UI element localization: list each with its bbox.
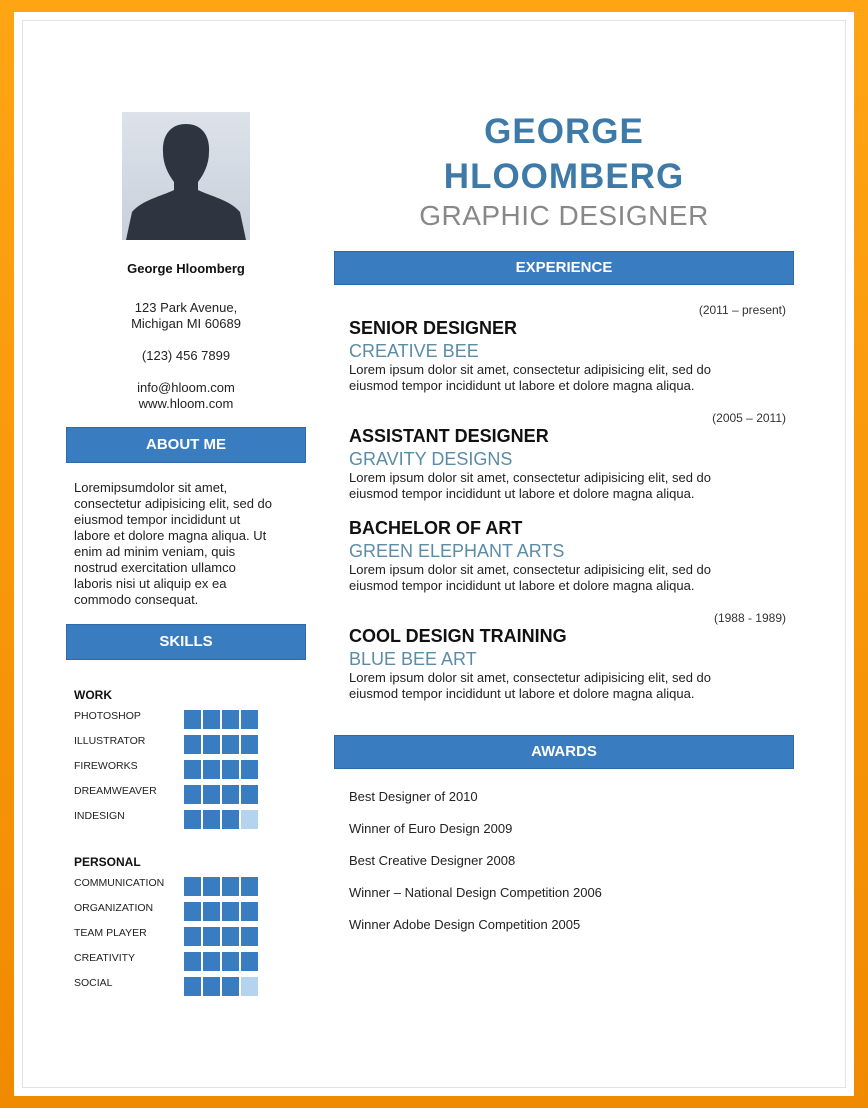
about-line: commodo consequat. [74, 592, 199, 607]
skill-label: PHOTOSHOP [74, 710, 141, 722]
about-line: labore et dolore magna aliqua. Ut [74, 528, 267, 543]
desc-line: Lorem ipsum dolor sit amet, consectetur adipisicing elit, sed do [349, 670, 712, 685]
skill-cell-filled [222, 735, 239, 754]
skill-cell-filled [203, 760, 220, 779]
skill-cell-filled [184, 927, 201, 946]
skills-personal-heading: PERSONAL [74, 855, 141, 869]
skill-meter [184, 902, 260, 922]
about-line: nostrud exercitation ullamco [74, 560, 236, 575]
skill-cell-filled [222, 785, 239, 804]
header-first-name: GEORGE [484, 112, 644, 151]
skill-cell-filled [222, 902, 239, 921]
desc-line: Lorem ipsum dolor sit amet, consectetur adipisicing elit, sed do [349, 562, 712, 577]
experience-title: BACHELOR OF ART [349, 518, 523, 538]
about-line: Loremipsumdolor sit amet, [74, 480, 228, 495]
address-line-2: Michigan MI 60689 [131, 316, 241, 331]
skill-meter [184, 927, 260, 947]
awards-header: AWARDS [334, 735, 794, 769]
award-item: Best Designer of 2010 [349, 789, 478, 804]
skill-label: TEAM PLAYER [74, 927, 147, 939]
desc-line: eiusmod tempor incididunt ut labore et dolore magna aliqua. [349, 486, 695, 501]
skill-label: DREAMWEAVER [74, 785, 157, 797]
experience-company: CREATIVE BEE [349, 341, 479, 361]
header-last-name: HLOOMBERG [443, 157, 685, 196]
experience-period: (2005 – 2011) [712, 411, 786, 425]
award-item: Best Creative Designer 2008 [349, 853, 516, 868]
skill-cell-filled [203, 877, 220, 896]
skill-cell-filled [203, 810, 220, 829]
skill-cell-filled [222, 810, 239, 829]
profile-photo [122, 112, 250, 240]
skill-cell-filled [222, 877, 239, 896]
skill-cell-filled [241, 902, 258, 921]
skill-cell-filled [203, 927, 220, 946]
skill-meter [184, 760, 260, 780]
phone: (123) 456 7899 [141, 348, 231, 363]
skill-cell-filled [184, 810, 201, 829]
website: www.hloom.com [138, 396, 234, 411]
skill-label: SOCIAL [74, 977, 113, 989]
skill-cell-filled [184, 735, 201, 754]
award-item: Winner Adobe Design Competition 2005 [349, 917, 581, 932]
skill-cell-filled [222, 977, 239, 996]
skill-cell-empty [241, 810, 258, 829]
about-line: enim ad minim veniam, quis [74, 544, 236, 559]
skill-meter [184, 810, 260, 830]
about-header: ABOUT ME [66, 427, 306, 463]
skills-work-heading: WORK [74, 688, 112, 702]
skill-label: FIREWORKS [74, 760, 138, 772]
experience-desc [349, 470, 779, 502]
experience-company: BLUE BEE ART [349, 649, 477, 669]
desc-line: Lorem ipsum dolor sit amet, consectetur adipisicing elit, sed do [349, 362, 712, 377]
skill-cell-filled [241, 760, 258, 779]
skill-cell-filled [203, 902, 220, 921]
skill-meter [184, 977, 260, 997]
skill-cell-filled [222, 710, 239, 729]
skill-cell-filled [184, 760, 201, 779]
skill-cell-empty [241, 977, 258, 996]
skill-cell-filled [241, 927, 258, 946]
skill-cell-filled [184, 877, 201, 896]
skill-meter [184, 735, 260, 755]
desc-line: eiusmod tempor incididunt ut labore et dolore magna aliqua. [349, 686, 695, 701]
skill-cell-filled [184, 952, 201, 971]
skills-header: SKILLS [66, 624, 306, 660]
skill-cell-filled [203, 785, 220, 804]
skill-cell-filled [222, 952, 239, 971]
about-line: consectetur adipisicing elit, sed do [74, 496, 273, 511]
about-line: laboris nisi ut aliquip ex ea [74, 576, 227, 591]
experience-desc [349, 670, 779, 702]
experience-desc [349, 562, 779, 594]
skill-cell-filled [203, 710, 220, 729]
person-silhouette-icon [122, 112, 250, 240]
skill-cell-filled [184, 902, 201, 921]
email: info@hloom.com [137, 380, 235, 395]
experience-company: GRAVITY DESIGNS [349, 449, 513, 469]
skill-label: INDESIGN [74, 810, 125, 822]
profile-name: George Hloomberg [127, 261, 245, 276]
skill-cell-filled [241, 710, 258, 729]
desc-line: eiusmod tempor incididunt ut labore et dolore magna aliqua. [349, 578, 695, 593]
experience-company: GREEN ELEPHANT ARTS [349, 541, 565, 561]
address-line-1: 123 Park Avenue, [134, 300, 238, 315]
skill-cell-filled [222, 760, 239, 779]
skill-label: CREATIVITY [74, 952, 136, 964]
skill-cell-filled [184, 977, 201, 996]
award-item: Winner – National Design Competition 2006 [349, 885, 602, 900]
skill-meter [184, 877, 260, 897]
award-item: Winner of Euro Design 2009 [349, 821, 513, 836]
skill-cell-filled [203, 977, 220, 996]
experience-title: SENIOR DESIGNER [349, 318, 518, 338]
skill-cell-filled [184, 785, 201, 804]
about-text [74, 480, 306, 608]
skill-cell-filled [203, 735, 220, 754]
skill-label: ORGANIZATION [74, 902, 154, 914]
skill-meter [184, 710, 260, 730]
skill-cell-filled [241, 952, 258, 971]
skill-label: COMMUNICATION [74, 877, 165, 889]
skill-cell-filled [203, 952, 220, 971]
header-role: GRAPHIC DESIGNER [419, 200, 709, 231]
desc-line: Lorem ipsum dolor sit amet, consectetur adipisicing elit, sed do [349, 470, 712, 485]
skill-cell-filled [241, 735, 258, 754]
desc-line: eiusmod tempor incididunt ut labore et dolore magna aliqua. [349, 378, 695, 393]
skill-cell-filled [184, 710, 201, 729]
skill-label: ILLUSTRATOR [74, 735, 146, 747]
experience-period: (2011 – present) [698, 303, 786, 317]
skill-cell-filled [222, 927, 239, 946]
experience-header: EXPERIENCE [334, 251, 794, 285]
experience-desc [349, 362, 779, 394]
experience-title: ASSISTANT DESIGNER [349, 426, 549, 446]
experience-title: COOL DESIGN TRAINING [349, 626, 567, 646]
experience-period: (1988 - 1989) [713, 611, 786, 625]
skill-cell-filled [241, 877, 258, 896]
skill-meter [184, 785, 260, 805]
skill-cell-filled [241, 785, 258, 804]
skill-meter [184, 952, 260, 972]
about-line: eiusmod tempor incididunt ut [74, 512, 241, 527]
